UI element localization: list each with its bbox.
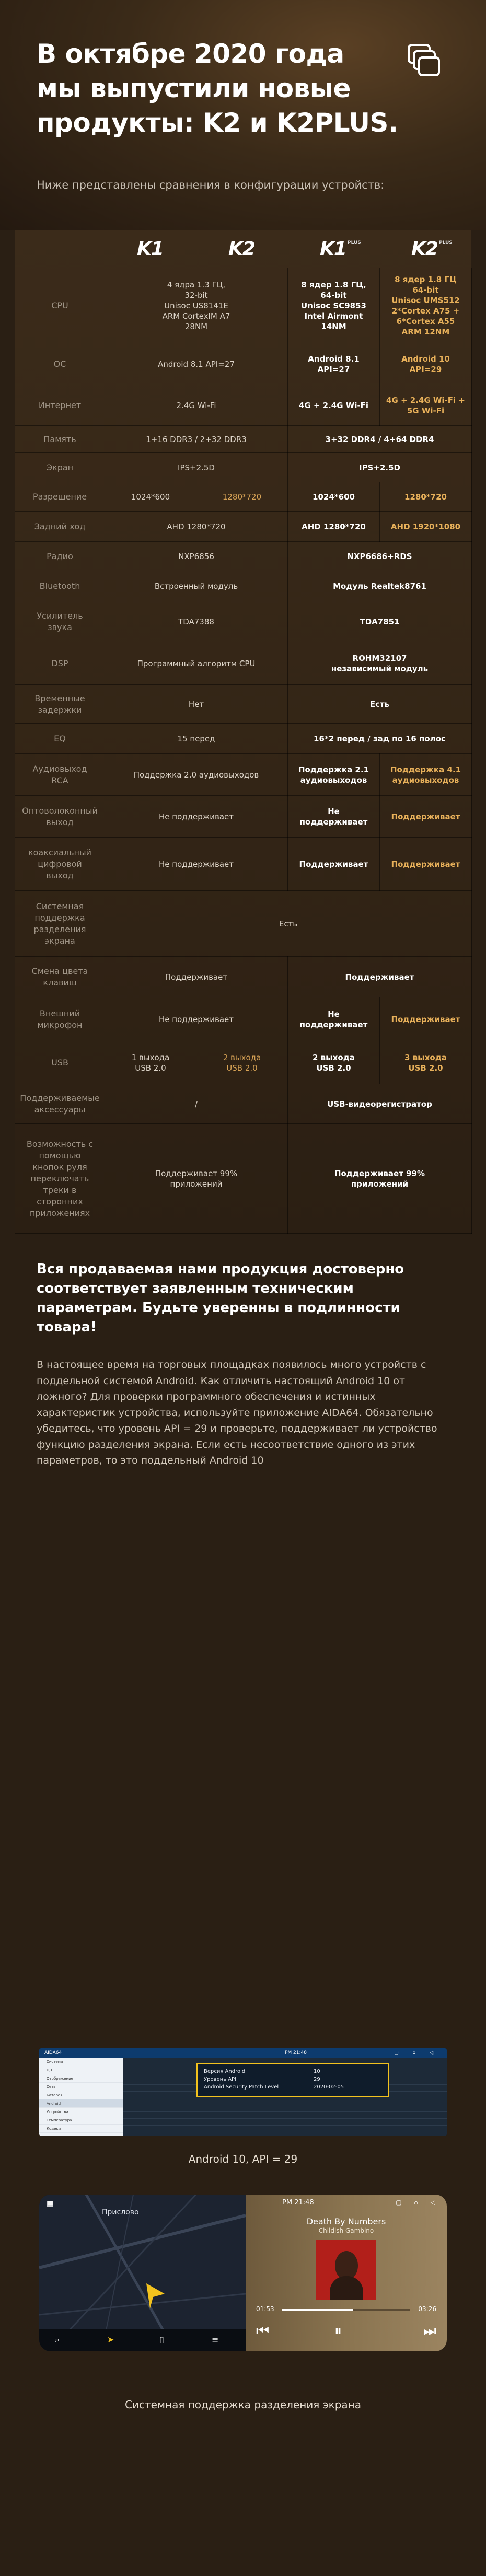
status-icons: ▢ ⌂ ◁ xyxy=(396,2199,441,2206)
row-label: EQ xyxy=(15,724,105,754)
row-label: Задний ход xyxy=(15,512,105,542)
row-os xyxy=(15,343,472,385)
cell-k2plus: Поддержка 4.1 аудиовыходов xyxy=(380,754,472,796)
cell-plus: TDA7851 xyxy=(288,601,472,642)
row-label: Разрешение xyxy=(15,482,105,512)
sidebar-item[interactable]: ЦП xyxy=(39,2066,123,2074)
pause-icon[interactable]: ⏸ xyxy=(334,2322,342,2339)
progress-track[interactable] xyxy=(282,2309,410,2311)
title-line-3: продукты: K2 и K2PLUS. xyxy=(37,108,398,138)
row-dsp xyxy=(15,642,472,685)
cell-plus: Поддерживает xyxy=(288,957,472,997)
cell-k1-k2: 15 перед xyxy=(105,724,288,754)
row-rca xyxy=(15,754,472,796)
cell-plus: IPS+2.5D xyxy=(288,453,472,482)
cell-k1plus: 2 выхода USB 2.0 xyxy=(288,1041,380,1084)
row-memory xyxy=(15,426,472,453)
title-line-2: мы выпустили новые xyxy=(37,73,351,103)
cell-k1plus: Поддерживает xyxy=(288,838,380,891)
cell-k1: 1 выхода USB 2.0 xyxy=(105,1041,196,1084)
clock: PM 21:48 xyxy=(285,2050,307,2056)
album-cover xyxy=(316,2240,376,2300)
cell-k1-k2: Программный алгоритм CPU xyxy=(105,642,288,685)
cell-k1plus: Не поддерживает xyxy=(288,997,380,1041)
navigate-icon[interactable]: ➤ xyxy=(107,2335,114,2345)
music-panel xyxy=(246,2195,447,2351)
progress-fill xyxy=(282,2309,353,2311)
row-coaxial xyxy=(15,838,472,891)
cell-k2plus: 3 выхода USB 2.0 xyxy=(380,1041,472,1084)
cell-k1-k2: 2.4G Wi-Fi xyxy=(105,385,288,426)
aida64-screenshot xyxy=(39,2048,447,2136)
cell-k1-k2: Нет xyxy=(105,685,288,724)
spec-table xyxy=(15,268,472,1234)
cell-plus: USB-видеорегистратор xyxy=(288,1084,472,1124)
row-label: Радио xyxy=(15,542,105,571)
cell-k1-k2: 4 ядра 1.3 ГЦ, 32-bit Unisoc US8141E ARM CortexIM A7 28NM xyxy=(105,268,288,343)
row-optical xyxy=(15,796,472,838)
cell-k1-k2: TDA7388 xyxy=(105,601,288,642)
row-rear-camera xyxy=(15,512,472,542)
row-split-screen xyxy=(15,891,472,957)
cell-k1-k2: NXP6856 xyxy=(105,542,288,571)
time-elapsed: 01:53 xyxy=(256,2305,274,2313)
row-label: USB xyxy=(15,1041,105,1084)
row-label: Возможность с помощью кнопок руля переключать треки в сторонних приложениях xyxy=(15,1124,105,1234)
row-label: Интернет xyxy=(15,385,105,426)
map-panel xyxy=(39,2195,246,2351)
cell-plus: ROHM32107 независимый модуль xyxy=(288,642,472,685)
hero-subtitle: Ниже представлены сравнения в конфигурации устройств: xyxy=(37,179,385,191)
caption-api: Android 10, API = 29 xyxy=(188,2153,298,2165)
previous-icon[interactable]: ⏮ xyxy=(256,2322,270,2339)
map-roads xyxy=(39,2195,246,2351)
status-bar xyxy=(39,2048,447,2058)
app-name: AIDA64 xyxy=(44,2050,62,2056)
row-label: Внешний микрофон xyxy=(15,997,105,1041)
cell-k1-k2: AHD 1280*720 xyxy=(105,512,288,542)
logo-k1-plus: K1 PLUS xyxy=(320,238,361,260)
sidebar-item[interactable]: Кодеки xyxy=(39,2125,123,2133)
model-logos xyxy=(15,230,471,268)
cell-plus: Модуль Realtek8761 xyxy=(288,571,472,601)
song-title: Death By Numbers xyxy=(306,2217,386,2226)
cell-k1-k2: Не поддерживает xyxy=(105,796,288,838)
cell-k1-k2: 1+16 DDR3 / 2+32 DDR3 xyxy=(105,426,288,453)
row-screen xyxy=(15,453,472,482)
logo-k2-plus: K2 PLUS xyxy=(411,238,453,260)
cell-k1-k2: Встроенный модуль xyxy=(105,571,288,601)
info-row: Версия Android 10 xyxy=(204,2069,320,2074)
clock: PM 21:48 xyxy=(282,2199,314,2207)
cell-k1-k2: Поддержка 2.0 аудиовыходов xyxy=(105,754,288,796)
cell-plus: NXP6686+RDS xyxy=(288,542,472,571)
search-icon[interactable]: ⌕ xyxy=(55,2335,60,2345)
cell-k2: 1280*720 xyxy=(196,482,288,512)
split-screen-screenshot xyxy=(39,2195,447,2351)
cell-k1plus: 1024*600 xyxy=(288,482,380,512)
row-label: Память xyxy=(15,426,105,453)
aida-sidebar xyxy=(39,2058,123,2136)
cell-k1-k2: / xyxy=(105,1084,288,1124)
note-body: В настоящее время на торговых площадках появилось много устройств с поддельной системой Android. Как отличить настоящий Android 10 от ложного? Для проверки программного обеспечения и истинных характеристик устройства, используйте приложение AIDA64. Обязательно убедитесь, что уровень API = 29 и проверьте, поддерживает ли устройство функцию разделения экрана. Если есть несоответствие одного из этих параметров, то это поддельный Android 10 xyxy=(37,1359,437,1466)
cell-k2plus: AHD 1920*1080 xyxy=(380,512,472,542)
cell-k2plus: Поддерживает xyxy=(380,796,472,838)
row-label: Экран xyxy=(15,453,105,482)
cell-k1plus: Не поддерживает xyxy=(288,796,380,838)
cell-k1plus: 4G + 2.4G Wi-Fi xyxy=(288,385,380,426)
row-cpu xyxy=(15,268,472,343)
cell-k2plus: Поддерживает xyxy=(380,997,472,1041)
cell-plus: 3+32 DDR4 / 4+64 DDR4 xyxy=(288,426,472,453)
cell-plus: 16*2 перед / зад по 16 полос xyxy=(288,724,472,754)
cell-k1: 1024*600 xyxy=(105,482,196,512)
status-icons: ▢ ⌂ ◁ xyxy=(394,2050,439,2056)
sidebar-item-active[interactable]: Android xyxy=(39,2099,123,2108)
row-resolution xyxy=(15,482,472,512)
sidebar-item[interactable]: Батарея xyxy=(39,2091,123,2099)
row-label: Смена цвета клавиш xyxy=(15,957,105,997)
note-heading: Вся продаваемая нами продукция достоверно соответствует заявленным техническим параметрам. Будьте уверенны в подлинности товара! xyxy=(37,1261,404,1335)
cell-k1-k2: Поддерживает xyxy=(105,957,288,997)
highlight-box xyxy=(196,2063,389,2097)
row-label: Временные задержки xyxy=(15,685,105,724)
title-line-1: В октябре 2020 года xyxy=(37,39,344,69)
cell-k2plus: Android 10 API=29 xyxy=(380,343,472,385)
row-bluetooth xyxy=(15,571,472,601)
info-row: Android Security Patch Level 2020-02-05 xyxy=(204,2084,344,2090)
bookmark-icon[interactable]: ▯ xyxy=(159,2335,164,2345)
row-label: CPU xyxy=(15,268,105,343)
row-label: коаксиальный цифровой выход xyxy=(15,838,105,891)
next-icon[interactable]: ⏭ xyxy=(423,2322,436,2339)
row-label: ОС xyxy=(15,343,105,385)
row-label: Bluetooth xyxy=(15,571,105,601)
page-title xyxy=(37,37,439,140)
row-label: DSP xyxy=(15,642,105,685)
cell-k1-k2: Не поддерживает xyxy=(105,997,288,1041)
place-label: Прислово xyxy=(102,2208,139,2217)
logo-k2: K2 xyxy=(228,238,255,260)
row-accessories xyxy=(15,1084,472,1124)
time-total: 03:26 xyxy=(418,2305,436,2313)
screens-stack-icon xyxy=(406,43,442,79)
row-label: Системная поддержка разделения экрана xyxy=(15,891,105,957)
row-delay xyxy=(15,685,472,724)
map-grid-icon[interactable]: ▦ xyxy=(47,2200,54,2208)
row-label: Поддерживаемые аксессуары xyxy=(15,1084,105,1124)
cell-k2plus: 4G + 2.4G Wi-Fi + 5G Wi-Fi xyxy=(380,385,472,426)
caption-split: Системная поддержка разделения экрана xyxy=(124,2398,361,2411)
logo-k1: K1 xyxy=(137,238,164,260)
row-key-color xyxy=(15,957,472,997)
cell-k1plus: 8 ядер 1.8 ГЦ, 64-bit Unisoc SC9853 Intel Airmont 14NM xyxy=(288,268,380,343)
cell-all: Есть xyxy=(105,891,472,957)
row-internet xyxy=(15,385,472,426)
hero xyxy=(0,0,486,230)
cell-k1-k2: Не поддерживает xyxy=(105,838,288,891)
authenticity-note xyxy=(0,1234,486,1469)
row-amplifier xyxy=(15,601,472,642)
nav-bar xyxy=(39,2329,246,2351)
row-radio xyxy=(15,542,472,571)
info-row: Уровень API 29 xyxy=(204,2076,320,2082)
row-eq xyxy=(15,724,472,754)
sidebar-item[interactable]: Температура xyxy=(39,2116,123,2125)
cell-k2plus: 1280*720 xyxy=(380,482,472,512)
artist-name: Childish Gambino xyxy=(318,2227,374,2234)
sidebar-item[interactable]: Устройства xyxy=(39,2108,123,2116)
cell-k1plus: Поддержка 2.1 аудиовыходов xyxy=(288,754,380,796)
row-label: Аудиовыход RCA xyxy=(15,754,105,796)
row-steering-buttons xyxy=(15,1124,472,1234)
cell-k1-k2: Android 8.1 API=27 xyxy=(105,343,288,385)
row-usb xyxy=(15,1041,472,1084)
cell-plus: Поддерживает 99% приложений xyxy=(288,1124,472,1234)
menu-icon[interactable]: ≡ xyxy=(212,2335,219,2345)
aida-main xyxy=(123,2058,447,2136)
cell-k1-k2: IPS+2.5D xyxy=(105,453,288,482)
row-label: Оптоволоконный выход xyxy=(15,796,105,838)
sidebar-item[interactable]: Система xyxy=(39,2058,123,2066)
row-label: Усилитель звука xyxy=(15,601,105,642)
cell-plus: Есть xyxy=(288,685,472,724)
cell-k1-k2: Поддерживает 99% приложений xyxy=(105,1124,288,1234)
sidebar-item[interactable]: Сеть xyxy=(39,2083,123,2091)
cell-k2plus: 8 ядер 1.8 ГЦ 64-bit Unisoc UMS512 2*Cortex A75 + 6*Cortex A55 ARM 12NM xyxy=(380,268,472,343)
row-microphone xyxy=(15,997,472,1041)
comparison-table xyxy=(15,230,471,1234)
cell-k2: 2 выхода USB 2.0 xyxy=(196,1041,288,1084)
cell-k2plus: Поддерживает xyxy=(380,838,472,891)
sidebar-item[interactable]: Отображение xyxy=(39,2074,123,2083)
cell-k1plus: AHD 1280*720 xyxy=(288,512,380,542)
cell-k1plus: Android 8.1 API=27 xyxy=(288,343,380,385)
